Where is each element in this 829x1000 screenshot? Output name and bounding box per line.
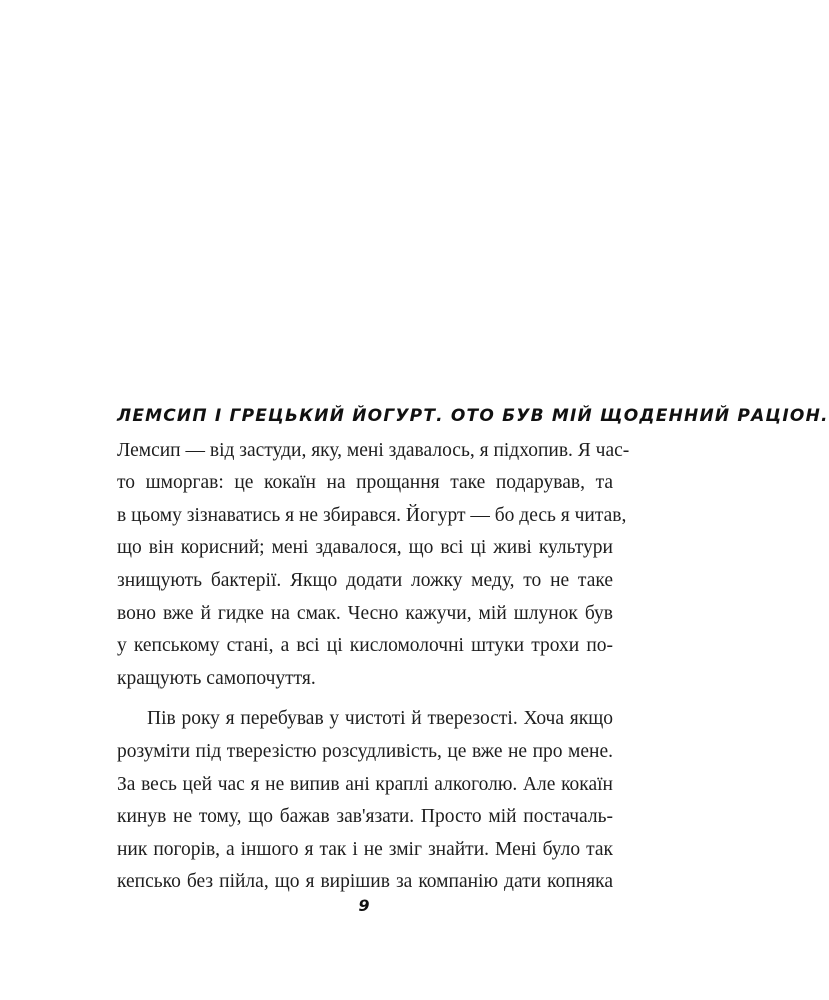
text-line: розуміти під тверезістю розсудливість, це вже не про мене. bbox=[117, 740, 613, 762]
text-line: За весь цей час я не випив ані краплі алкоголю. Але кокаїн bbox=[117, 773, 613, 795]
paragraph-1 bbox=[117, 435, 630, 696]
text-line: знищують бактерії. Якщо додати ложку меду, то не таке bbox=[117, 569, 613, 591]
text-line: у кепському стані, а всі ці кисломолочні штуки трохи по- bbox=[117, 635, 613, 657]
text-line: що він корисний; мені здавалося, що всі ці живі культури bbox=[117, 537, 613, 559]
page-number: 9 bbox=[358, 896, 370, 915]
paragraph-2 bbox=[117, 703, 613, 899]
text-line: кинув не тому, що бажав зав'язати. Просто мій постачаль- bbox=[117, 806, 613, 828]
text-line: воно вже й гидке на смак. Чесно кажучи, мій шлунок був bbox=[117, 602, 613, 624]
chapter-lead-heading: ЛЕМСИП І ГРЕЦЬКИЙ ЙОГУРТ. ОТО БУВ МІЙ ЩОДЕННИЙ РАЦІОН. bbox=[117, 406, 829, 426]
text-line: то шморгав: це кокаїн на прощання таке подарував, та bbox=[117, 472, 613, 494]
text-line: кращують самопочуття. bbox=[117, 667, 316, 689]
text-line: ник погорів, а іншого я так і не зміг знайти. Мені було так bbox=[117, 838, 613, 860]
text-line: кепсько без пійла, що я вирішив за компанію дати копняка bbox=[117, 871, 613, 893]
text-line: Пів року я перебував у чистоті й тверезості. Хоча якщо bbox=[147, 708, 613, 730]
text-line: в цьому зізнаватись я не збирався. Йогурт — бо десь я читав, bbox=[117, 504, 627, 526]
text-line: Лемсип — від застуди, яку, мені здавалось, я підхопив. Я час- bbox=[117, 439, 630, 461]
body-text bbox=[117, 400, 829, 899]
